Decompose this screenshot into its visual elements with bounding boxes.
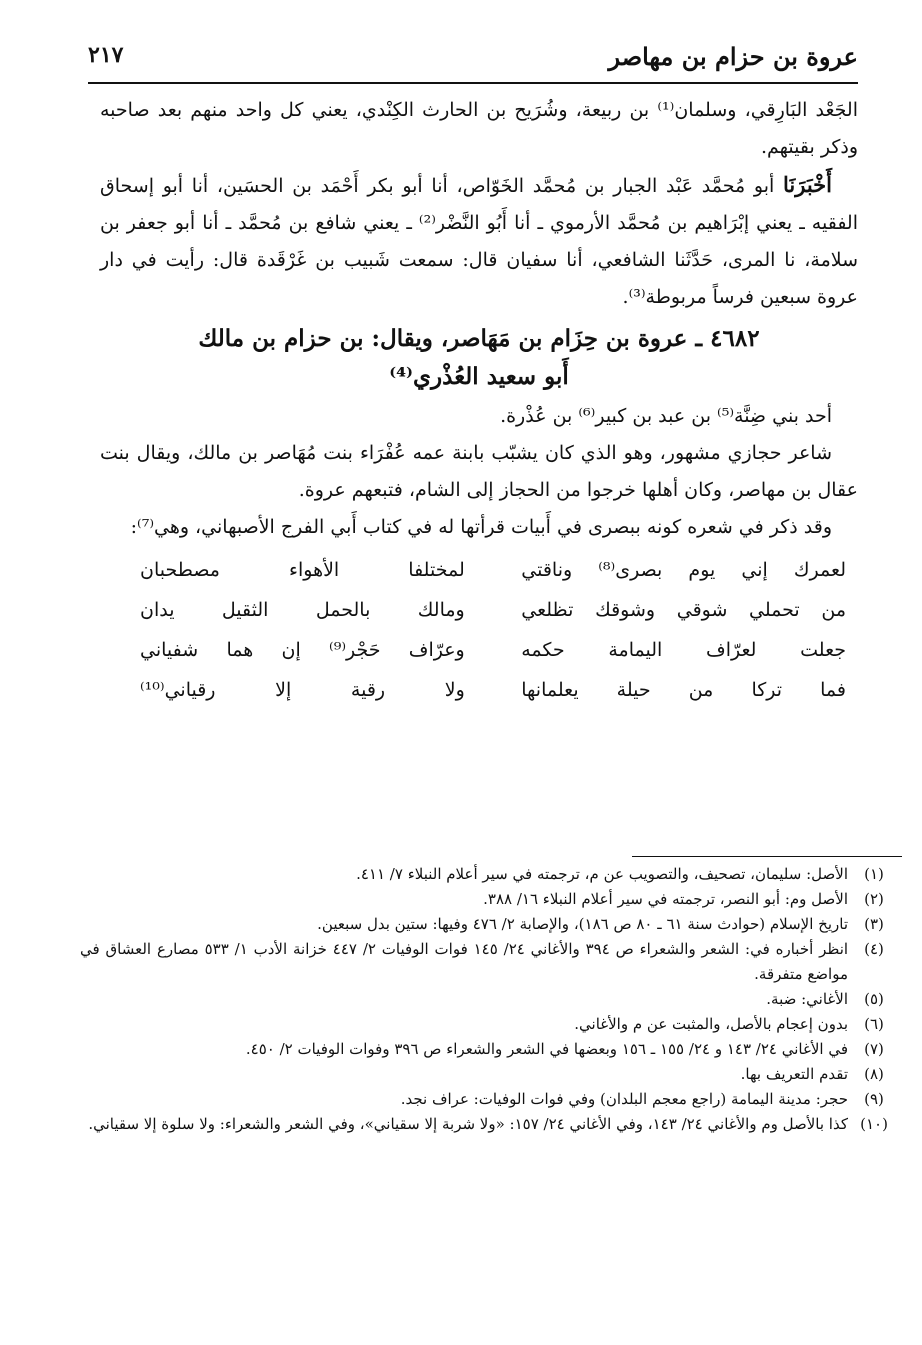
- footnote-number: (١٠): [860, 1115, 888, 1133]
- footnote-number: (٩): [864, 1090, 884, 1108]
- page-header: [88, 38, 858, 82]
- footnotes: [80, 862, 900, 1137]
- footnote-number: (٨): [864, 1065, 884, 1083]
- entry-subtitle: أَبو سعيد العُذْري⁽⁴⁾: [389, 363, 569, 390]
- paragraph-1: الجَعْد البَارِقي، وسلمان⁽¹⁾ بن ربيعة، وشُرَيح بن الحارث الكِنْدي، يعني كل واحد منهم بعد صاحبه وذكر بقيتهم.: [100, 99, 858, 158]
- paragraph-2-lead: أَخْبَرَنَا: [783, 172, 832, 197]
- footnote-number: (٤): [864, 940, 884, 958]
- footnote-number: (٣): [864, 915, 884, 933]
- footnote-text: الأصل وم: أبو النصر، ترجمته في سير أعلام النبلاء ١٦/ ٣٨٨.: [483, 890, 848, 908]
- verse-first-hemistich: من تحملي شوقي وشوقك تظلعي: [521, 599, 846, 621]
- footnote-number: (٢): [864, 890, 884, 908]
- footnote-text: الأغاني: ضبة.: [766, 990, 848, 1008]
- footnote-number: (١): [864, 865, 884, 883]
- footnote: [80, 937, 900, 987]
- footnote-text: بدون إعجام بالأصل، والمثبت عن م والأغاني.: [574, 1015, 848, 1033]
- entry-title: ٤٦٨٢ ـ عروة بن حِزَام بن مَهَاصر، ويقال: بن حزام بن مالك: [198, 325, 760, 352]
- footnote: [80, 1037, 900, 1062]
- paragraph-3: أحد بني ضِنَّة⁽⁵⁾ بن عبد بن كبير⁽⁶⁾ بن عُذْرة.: [500, 405, 832, 427]
- footnote-text: تقدم التعريف بها.: [740, 1065, 848, 1083]
- verse-second-hemistich: ومالك بالحمل الثقيل يدان: [140, 599, 465, 621]
- verse-first-hemistich: فما تركا من حيلة يعلمانها: [521, 679, 846, 701]
- verse-first-hemistich: لعمرك إني يوم بصرى⁽⁸⁾ وناقتي: [521, 559, 846, 581]
- footnote-text: تاريخ الإسلام (حوادث سنة ٦١ ـ ٨٠ ص ١٨٦)، والإصابة ٢/ ٤٧٦ وفيها: ستين بدل سبعين.: [317, 915, 848, 933]
- verse-first-hemistich: جعلت لعرّاف اليمامة حكمه: [521, 639, 846, 661]
- footnote-text: حجر: مدينة اليمامة (راجع معجم البلدان) وفي فوات الوفيات: عراف نجد.: [400, 1090, 848, 1108]
- footnote-number: (٦): [864, 1015, 884, 1033]
- footnote: [80, 1062, 900, 1087]
- footnote-number: (٥): [864, 990, 884, 1008]
- paragraph-2: [100, 166, 858, 316]
- footnote: [80, 1012, 900, 1037]
- verse-line: [100, 630, 858, 670]
- header-rule: [88, 82, 858, 84]
- footnote: [80, 987, 900, 1012]
- poem: [100, 550, 858, 710]
- footnote: [80, 1087, 900, 1112]
- footnote: [80, 1112, 900, 1137]
- verse-second-hemistich: وعرّاف حَجْر⁽⁹⁾ إن هما شفياني: [140, 639, 465, 661]
- footnote-number: (٧): [864, 1040, 884, 1058]
- verse-line: [100, 670, 858, 710]
- footnote: [80, 862, 900, 887]
- running-title: عروة بن حزام بن مهاصر: [608, 42, 858, 71]
- paragraph-2-text: أبو مُحمَّد عَبْد الجبار بن مُحمَّد الخَوّاص، أنا أبو بكر أَحْمَد بن الحسَين، أنا أبو إسحاق الفقيه ـ يعني إبْرَاهيم بن مُحمَّد الأرموي ـ أنا أَبُو النَّضْر⁽²⁾ ـ يعني شافع بن مُحمَّد ـ أنا أبو جعفر بن سلامة، نا المرى، حَدَّثَنا الشافعي، أنا سفيان قال: سمعت شَبيب بن غَرْقَدة قال: رأيت في دار عروة سبعين فرساً مربوطة⁽³⁾.: [100, 175, 858, 308]
- footnote-text: كذا بالأصل وم والأغاني ٢٤/ ١٤٣، وفي الأغاني ٢٤/ ١٥٧: «ولا شربة إلا سقياني»، وفي الشعر والشعراء: ولا سلوة إلا سقياني.: [88, 1115, 848, 1133]
- verse-line: [100, 550, 858, 590]
- verse-second-hemistich: ولا رقية إلا رقياني⁽¹⁰⁾: [140, 679, 465, 701]
- verse-line: [100, 590, 858, 630]
- verse-second-hemistich: لمختلفا الأهواء مصطحبان: [140, 559, 465, 581]
- footnote-rule: [632, 856, 902, 857]
- paragraph-5: وقد ذكر في شعره كونه ببصرى في أَبيات قرأتها له في كتاب أَبي الفرج الأصبهاني، وهي⁽⁷⁾:: [130, 516, 832, 538]
- paragraph-4: شاعر حجازي مشهور، وهو الذي كان يشبّب بابنة عمه عُفْرَاء بنت مُهَاصر بن مالك، ويقال بنت عقال بن مهاصر، وكان أهلها خرجوا من الحجاز إلى الشام، فتبعهم عروة.: [100, 442, 858, 501]
- footnote-text: الأصل: سليمان، تصحيف، والتصويب عن م، ترجمته في سير أعلام النبلاء ٧/ ٤١١.: [356, 865, 848, 883]
- footnote-text: في الأغاني ٢٤/ ١٤٣ و ٢٤/ ١٥٥ ـ ١٥٦ وبعضها في الشعر والشعراء ص ٣٩٦ وفوات الوفيات ٢/ ٤٥٠.: [245, 1040, 848, 1058]
- page-number: ٢١٧: [88, 42, 124, 68]
- entry-heading: [100, 320, 858, 396]
- main-text: [100, 92, 858, 710]
- footnote: [80, 912, 900, 937]
- footnote: [80, 887, 900, 912]
- footnote-text: انظر أخباره في: الشعر والشعراء ص ٣٩٤ والأغاني ٢٤/ ١٤٥ فوات الوفيات ٢/ ٤٤٧ خزانة الأدب ١/ ٥٣٣ مصارع العشاق في مواضع متفرقة.: [80, 940, 849, 983]
